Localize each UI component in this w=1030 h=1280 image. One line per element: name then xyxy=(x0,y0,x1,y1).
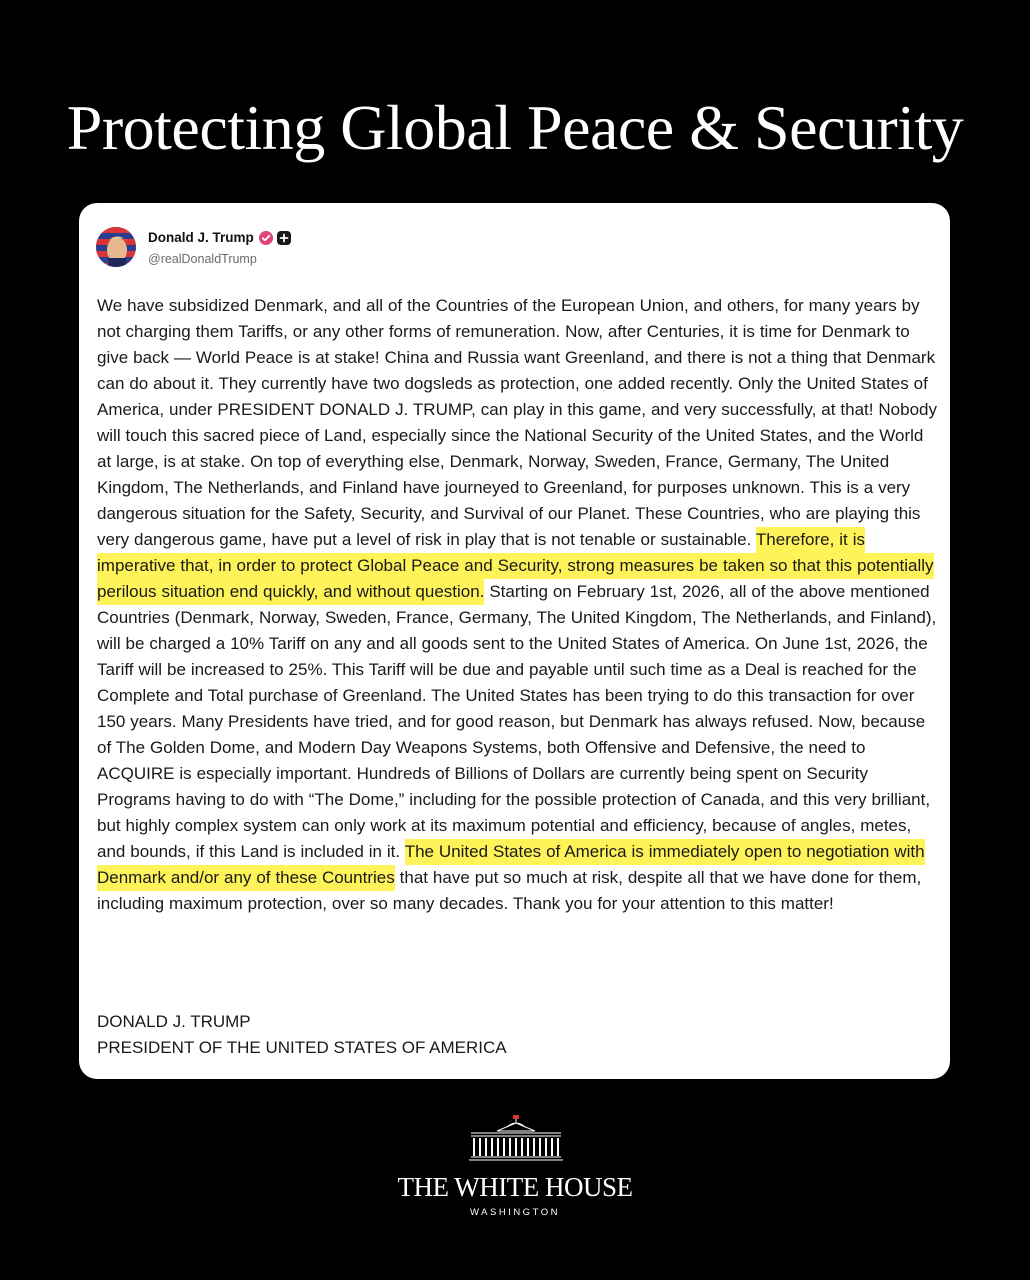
signature-name: DONALD J. TRUMP xyxy=(97,1012,251,1031)
verified-badge-icon xyxy=(259,231,273,245)
post-body-text: We have subsidized Denmark, and all of the Countries of the European Union, and others, for many years by not charging them Tariffs, or any other forms of remuneration. Now, after Centuries, it is time for Denmark to give back — World Peace is at stake! China and Russia want Greenland, and there is not a thing that Denmark can do about it. They currently have two dogsleds as protection, one added recently. Only the United States of America, under PRESIDENT DONALD J. TRUMP, can play in this game, and very successfully, at that! Nobody will touch this sacred piece of Land, especially since the National Security of the United States, and the World at large, is at stake. On top of everything else, Denmark, Norway, Sweden, France, Germany, The United Kingdom, The Netherlands, and Finland have journeyed to Greenland, for purposes unknown. This is a very dangerous situation for the Safety, Security, and Survival of our Planet. These Countries, who are playing this very dangerous game, have put a level of risk in play that is not tenable or sustainable. xyxy=(97,296,938,549)
avatar-image xyxy=(96,227,136,267)
author-handle[interactable]: @realDonaldTrump xyxy=(148,252,257,266)
post-card xyxy=(79,203,950,1079)
plus-badge-icon xyxy=(277,231,291,245)
white-house-title: THE WHITE HOUSE xyxy=(397,1172,633,1202)
author-avatar[interactable] xyxy=(96,227,136,267)
white-house-subtitle: WASHINGTON xyxy=(470,1207,560,1218)
white-house-building-icon xyxy=(467,1113,565,1163)
post-body-text: that have put so much at risk, despite all that we have done for them, including maximum protection, over so many decades. Thank you for your attention to this matter! xyxy=(97,868,922,913)
signature-title: PRESIDENT OF THE UNITED STATES OF AMERICA xyxy=(97,1038,507,1057)
highlighted-text: Therefore, it is imperative that, in order to protect Global Peace and Security, strong measures be taken so that this potentially perilous situation end quickly, and without question. xyxy=(97,527,934,605)
post-body xyxy=(97,293,937,917)
signature xyxy=(97,1009,507,1061)
highlighted-text: The United States of America is immediately open to negotiation with Denmark and/or any of these Countries xyxy=(97,839,925,891)
page-title: Protecting Global Peace & Security xyxy=(66,92,964,163)
post-body-text: Starting on February 1st, 2026, all of the above mentioned Countries (Denmark, Norway, Sweden, France, Germany, The United Kingdom, The Netherlands, and Finland), will be charged a 10% Tariff on any and all goods sent to the United States of America. On June 1st, 2026, the Tariff will be increased to 25%. This Tariff will be due and payable until such time as a Deal is reached for the Complete and Total purchase of Greenland. The United States has been trying to do this transaction for over 150 years. Many Presidents have tried, and for good reason, but Denmark has always refused. Now, because of The Golden Dome, and Modern Day Weapons Systems, both Offensive and Defensive, the need to ACQUIRE is especially important. Hundreds of Billions of Dollars are currently being spent on Security Programs having to do with “The Dome,” including for the possible protection of Canada, and this very brilliant, but highly complex system can only work at its maximum potential and efficiency, because of angles, metes, and bounds, if this Land is included in it. xyxy=(97,582,937,861)
author-name[interactable]: Donald J. Trump xyxy=(148,230,254,245)
